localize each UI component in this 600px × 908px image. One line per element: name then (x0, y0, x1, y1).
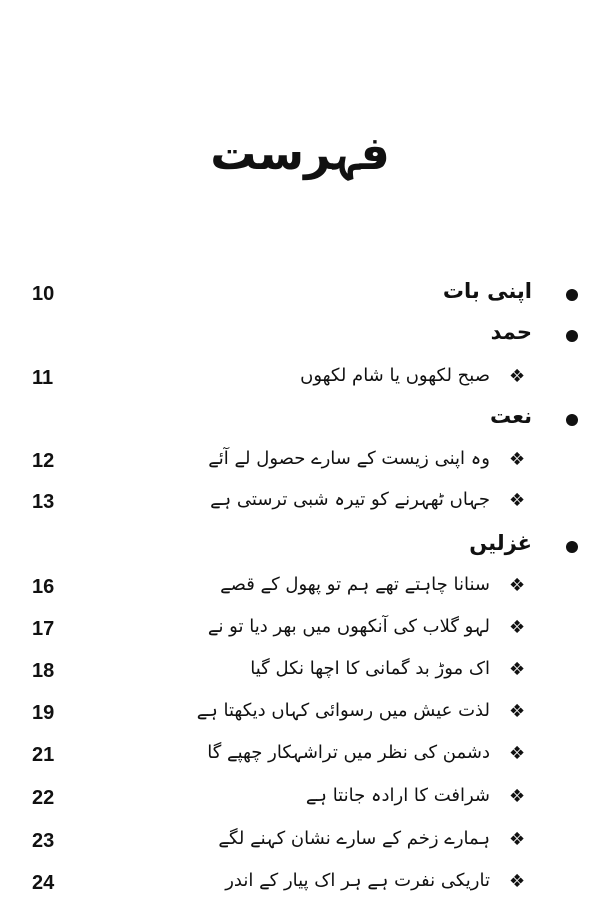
bullet-dot-icon (566, 289, 578, 301)
diamond-bullet-icon: ❖ (509, 786, 526, 807)
bullet-dot-icon (566, 541, 578, 553)
page-number: 21 (32, 744, 55, 766)
entry-title: جہاں ٹھہرنے کو تیرہ شبی ترستی ہے (210, 489, 490, 510)
diamond-bullet-icon: ❖ (509, 701, 526, 722)
bullet-dot-icon (566, 414, 578, 426)
page-number: 13 (32, 491, 55, 513)
entry-title: شرافت کا ارادہ جانتا ہے (305, 785, 490, 806)
page-number: 22 (32, 787, 55, 809)
entry-title: صبح لکھوں یا شام لکھوں (300, 365, 490, 386)
page-number: 17 (32, 618, 55, 640)
entry-title: ہمارے زخم کے سارے نشان کہنے لگے (218, 828, 490, 849)
toc-section-hamd (0, 318, 600, 358)
diamond-bullet-icon: ❖ (509, 743, 526, 764)
section-heading: اپنی بات (442, 279, 532, 303)
diamond-bullet-icon: ❖ (509, 617, 526, 638)
page-number: 10 (32, 283, 55, 305)
section-heading: حمد (490, 320, 532, 344)
toc-row[interactable] (0, 781, 600, 821)
entry-title: لہو گلاب کی آنکھوں میں بھر دیا تو نے (207, 616, 490, 637)
toc-row[interactable] (0, 361, 600, 401)
toc-row[interactable] (0, 485, 600, 525)
page-number: 19 (32, 702, 55, 724)
toc-row[interactable] (0, 612, 600, 652)
page-number: 24 (32, 872, 55, 894)
diamond-bullet-icon: ❖ (509, 490, 526, 511)
toc-row[interactable] (0, 824, 600, 864)
toc-row[interactable] (0, 866, 600, 906)
diamond-bullet-icon: ❖ (509, 829, 526, 850)
toc-row[interactable] (0, 570, 600, 610)
page-number: 11 (32, 367, 54, 389)
entry-title: اک موڑ بد گمانی کا اچھا نکل گیا (250, 658, 490, 679)
entry-title: وہ اپنی زیست کے سارے حصول لے آئے (208, 448, 490, 469)
diamond-bullet-icon: ❖ (509, 575, 526, 596)
entry-title: تاریکی نفرت ہے ہر اک پیار کے اندر (225, 870, 490, 891)
section-heading: نعت (490, 404, 532, 428)
toc-row[interactable] (0, 738, 600, 778)
toc-row[interactable] (0, 444, 600, 484)
toc-section-ghazals (0, 529, 600, 569)
toc-row-heading[interactable] (0, 277, 600, 317)
page-number: 23 (32, 830, 55, 852)
toc-row[interactable] (0, 696, 600, 736)
page-number: 16 (32, 576, 55, 598)
toc-section-naat (0, 402, 600, 442)
diamond-bullet-icon: ❖ (509, 449, 526, 470)
diamond-bullet-icon: ❖ (509, 366, 526, 387)
page-number: 18 (32, 660, 55, 682)
entry-title: دشمن کی نظر میں تراشہکار چھپے گا (207, 742, 490, 763)
entry-title: لذت عیش میں رسوائی کہاں دیکھتا ہے (196, 700, 490, 721)
section-heading: غزلیں (469, 531, 532, 555)
toc-row[interactable] (0, 654, 600, 694)
diamond-bullet-icon: ❖ (509, 871, 526, 892)
entry-title: سنانا چاہتے تھے ہم تو پھول کے قصے (220, 574, 490, 595)
bullet-dot-icon (566, 330, 578, 342)
page-number: 12 (32, 450, 55, 472)
diamond-bullet-icon: ❖ (509, 659, 526, 680)
contents-title: فہرست (210, 126, 390, 180)
